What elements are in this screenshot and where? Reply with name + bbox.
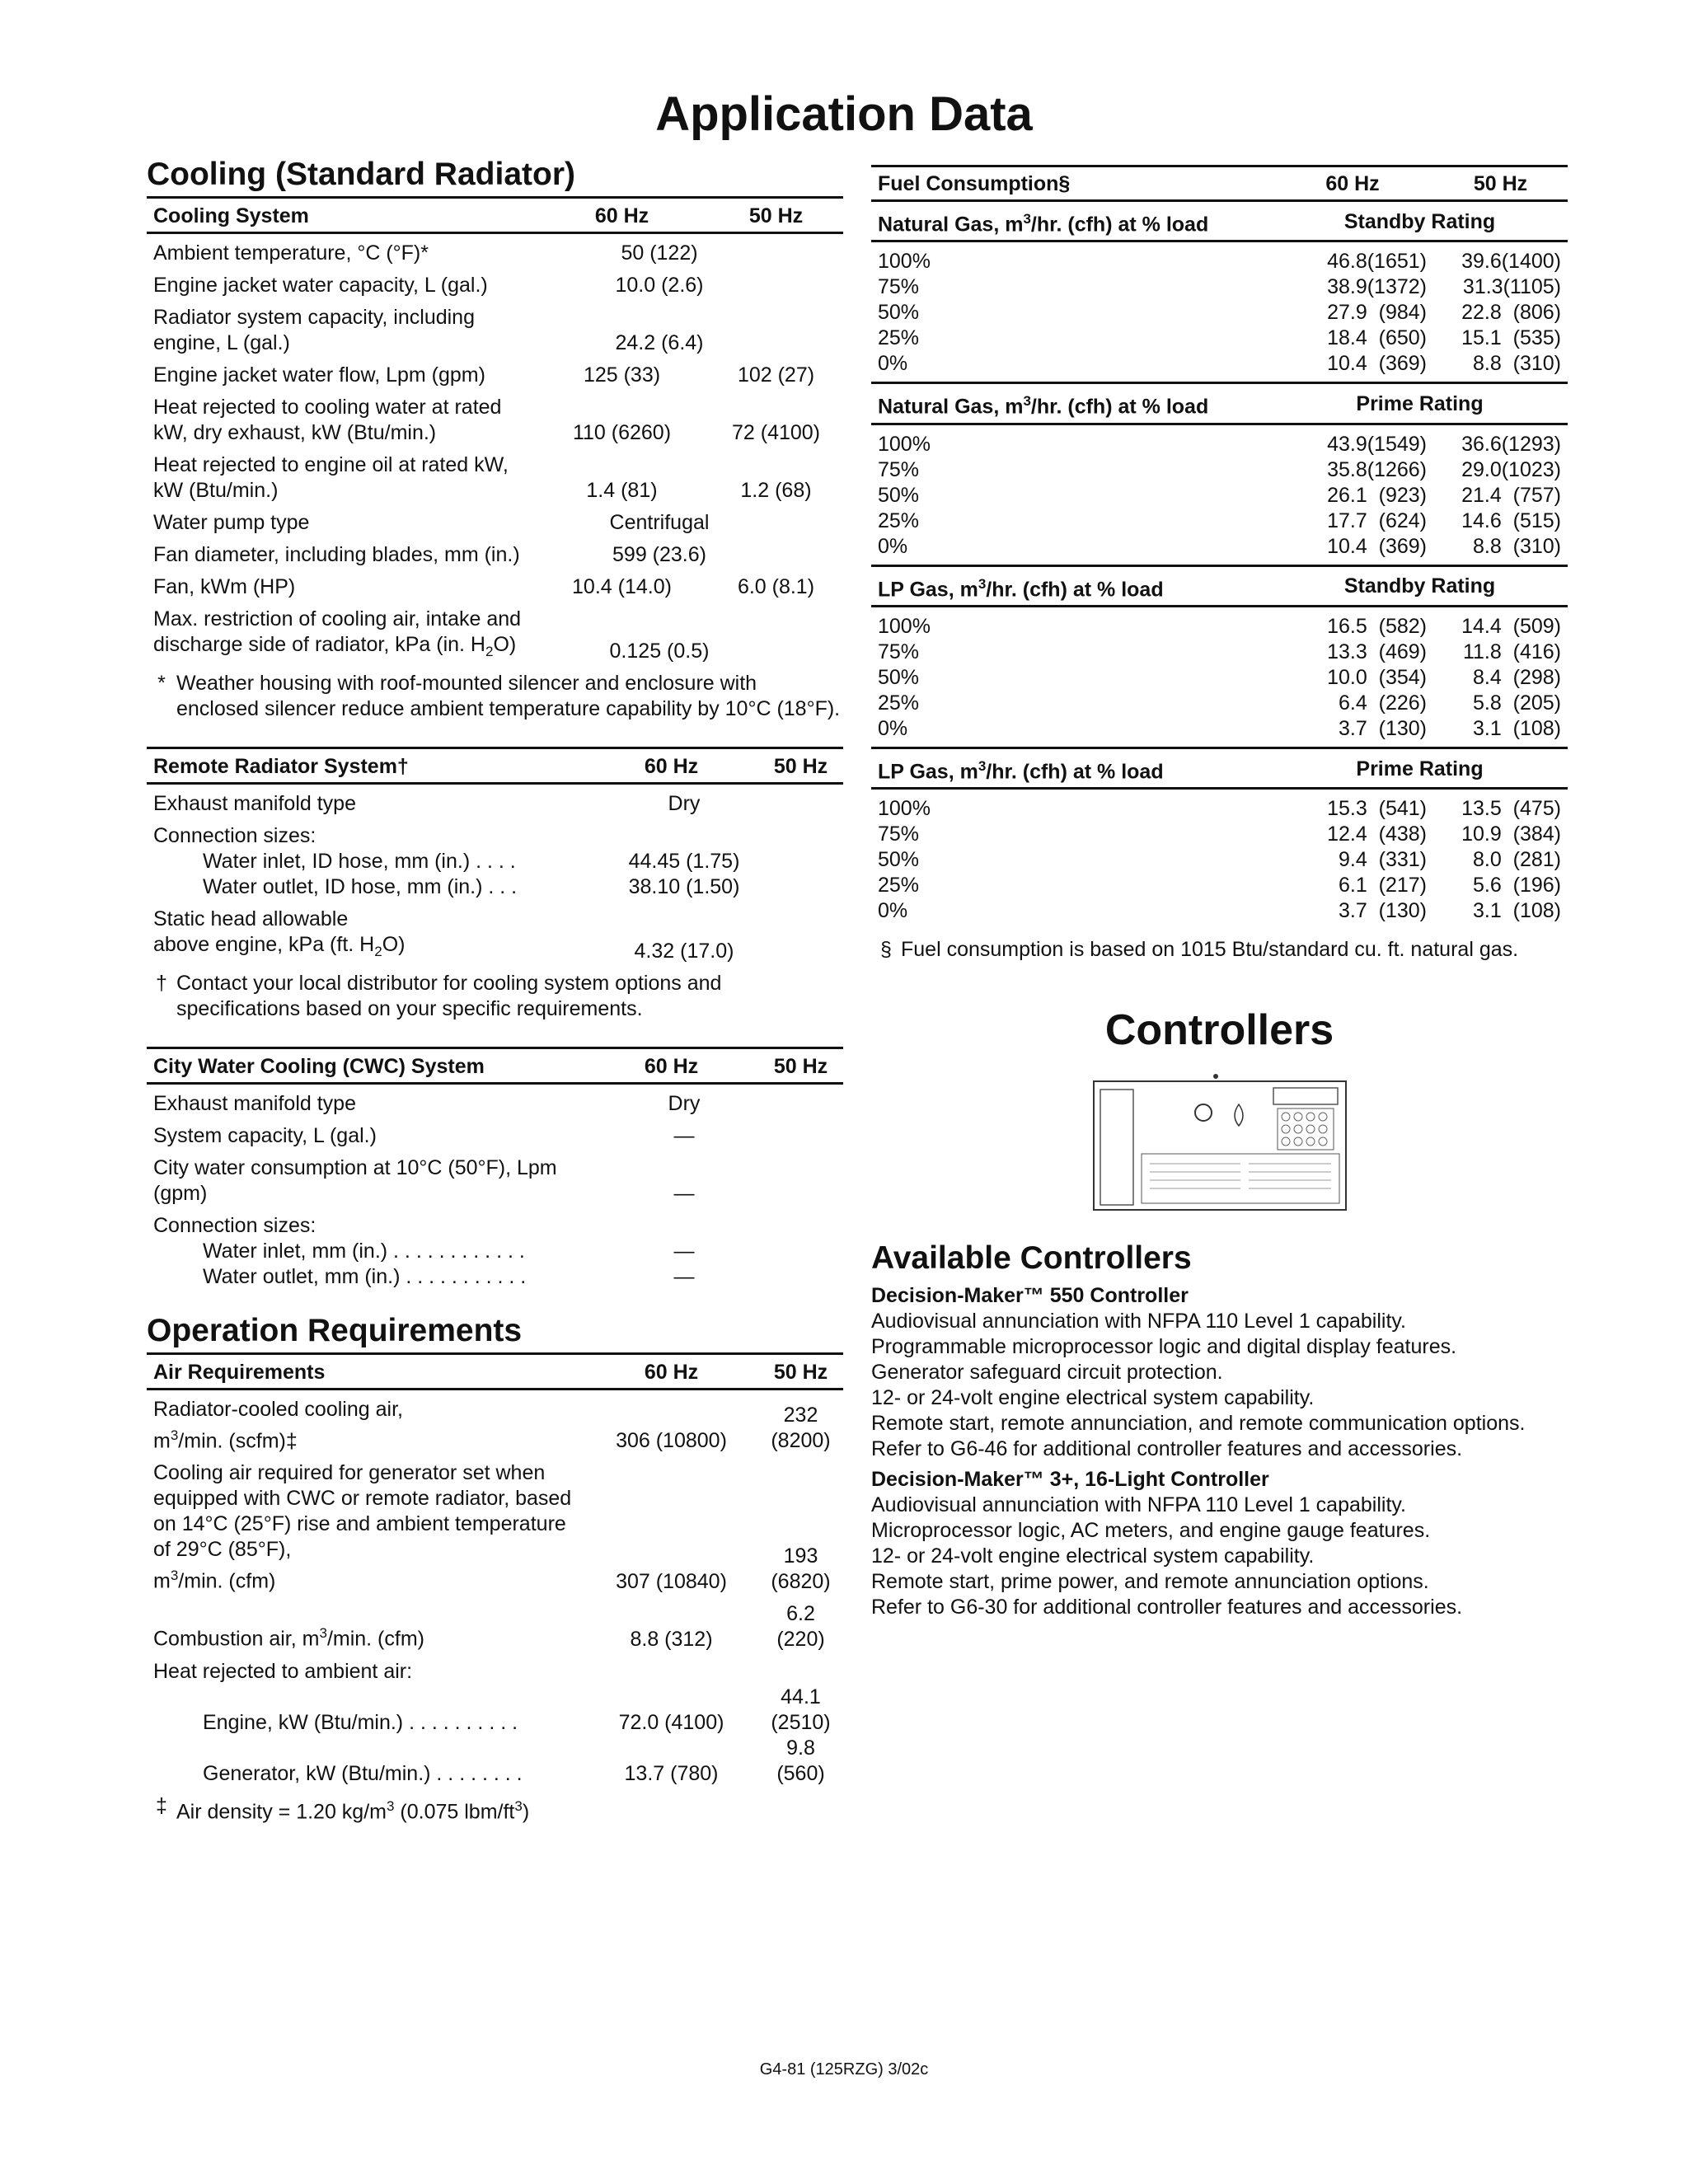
row-label: Max. restriction of cooling air, intake and discharge side of radiator, kPa (in. $H_2O$) <box>153 607 522 659</box>
fuel-group-rating: Standby Rating <box>1272 201 1568 241</box>
row-label: Engine, kW (Btu/min.) . . . . . . . . . . <box>203 1710 518 1734</box>
value-50hz: 39.6(1400) <box>1461 250 1561 274</box>
load-percent: 25% <box>878 874 920 898</box>
controller-feature: Audiovisual annunciation with NFPA 110 Level 1 capability. <box>871 1493 1406 1516</box>
row-value-60hz: 1.4 (81) <box>586 479 658 502</box>
load-percent: 0% <box>878 716 908 740</box>
value-50hz: 22.8 (806) <box>1461 301 1561 325</box>
load-percent: 75% <box>878 640 920 663</box>
table-row <box>871 424 1568 457</box>
remote-radiator-block <box>147 747 843 1022</box>
fuel-group-rating: Prime Rating <box>1272 748 1568 788</box>
row-value-50hz: 232 (8200) <box>771 1404 831 1453</box>
row-label: Engine jacket water capacity, L (gal.) <box>153 274 488 297</box>
footnote-mark: ‡ <box>156 1793 167 1817</box>
row-label: City water consumption at 10°C (50°F), Lpm (gpm) <box>153 1156 557 1205</box>
controller-list <box>871 1283 1568 1620</box>
air-footnote <box>147 1793 843 1825</box>
table-row <box>871 274 1568 300</box>
controller-name: Decision-Maker™ 3+, 16-Light Controller <box>871 1468 1269 1491</box>
value-60hz: 10.4 (369) <box>1327 534 1427 558</box>
table-row <box>871 789 1568 823</box>
value-50hz: 21.4 (757) <box>1461 483 1561 507</box>
row-label: Heat rejected to engine oil at rated kW, kW (Btu/min.) <box>153 453 509 502</box>
cooling-section-title: Cooling (Standard Radiator) <box>147 157 575 192</box>
load-percent: 75% <box>878 823 920 846</box>
header-cell: 50 Hz <box>758 1048 843 1084</box>
header-cell: Fuel Consumption§ <box>871 166 1272 201</box>
row-value-60hz: 110 (6260) <box>572 421 672 444</box>
header-cell: Remote Radiator System† <box>147 748 584 784</box>
footnote-text: Fuel consumption is based on 1015 Btu/standard cu. ft. natural gas. <box>901 938 1519 962</box>
value-60hz: 15.3 (541) <box>1327 797 1427 821</box>
row-value-50hz: 44.1 (2510) <box>771 1685 831 1734</box>
page-title: Application Data <box>655 87 1033 141</box>
row-label: Engine jacket water flow, Lpm (gpm) <box>153 363 485 387</box>
value-50hz: 14.6 (515) <box>1461 509 1561 532</box>
row-value: 24.2 (6.4) <box>615 331 704 354</box>
table-row <box>871 640 1568 665</box>
table-row <box>871 847 1568 873</box>
controller-feature: Remote start, prime power, and remote annunciation options. <box>871 1570 1429 1593</box>
table-header-row <box>147 1048 843 1084</box>
row-label: Connection sizes: <box>153 1214 316 1237</box>
row-label: Heat rejected to ambient air: <box>153 1659 413 1683</box>
table-row <box>147 1685 843 1736</box>
header-cell: 50 Hz <box>709 198 843 233</box>
table-row <box>871 326 1568 351</box>
value-60hz: 17.7 (624) <box>1327 509 1427 532</box>
table-row <box>147 1457 843 1597</box>
value-50hz: 8.4 (298) <box>1472 665 1561 689</box>
header-cell: 60 Hz <box>584 1048 758 1084</box>
value-50hz: 8.8 (310) <box>1472 352 1561 376</box>
table-row <box>147 1264 843 1293</box>
load-percent: 50% <box>878 301 920 325</box>
row-label: Radiator-cooled cooling air, $m^3/\min$. (scfm)‡ <box>153 1398 403 1453</box>
row-value: 50 (122) <box>621 241 698 265</box>
table-row <box>871 534 1568 566</box>
table-row <box>147 1239 843 1264</box>
value-60hz: 38.9(1372) <box>1327 275 1427 299</box>
controller-feature: 12- or 24-volt engine electrical system capability. <box>871 1544 1315 1568</box>
value-50hz: 14.4 (509) <box>1461 614 1561 638</box>
row-label: Exhaust manifold type <box>153 1092 356 1115</box>
value-50hz: 8.8 (310) <box>1472 534 1561 558</box>
row-label: Fan diameter, including blades, mm (in.) <box>153 543 520 566</box>
value-60hz: 10.4 (369) <box>1327 352 1427 376</box>
controller-feature: Refer to G6-46 for additional controller features and accessories. <box>871 1437 1463 1460</box>
row-label: Water pump type <box>153 511 310 534</box>
row-value-50hz: 6.0 (8.1) <box>737 575 815 598</box>
table-row <box>871 716 1568 748</box>
fuel-group-label: Natural Gas, $m^3/hr$. (cfh) at % load <box>871 383 1272 424</box>
controller-panel-image <box>1092 1071 1348 1212</box>
table-row <box>147 449 843 507</box>
controller-feature: Programmable microprocessor logic and digital display features. <box>871 1335 1457 1358</box>
load-percent: 25% <box>878 326 920 350</box>
table-row <box>147 1084 843 1121</box>
operation-section-title: Operation Requirements <box>147 1313 523 1348</box>
value-60hz: 13.3 (469) <box>1327 640 1427 663</box>
table-row <box>871 351 1568 383</box>
remote-radiator-table <box>147 747 843 968</box>
row-label: Generator, kW (Btu/min.) . . . . . . . . <box>203 1761 523 1785</box>
load-percent: 0% <box>878 534 908 558</box>
load-percent: 75% <box>878 275 920 299</box>
row-label: Radiator system capacity, including engine, L (gal.) <box>153 306 475 354</box>
controller-feature: 12- or 24-volt engine electrical system capability. <box>871 1386 1315 1409</box>
controller-name: Decision-Maker™ 550 Controller <box>871 1284 1189 1307</box>
table-header-row <box>871 166 1568 201</box>
header-cell: City Water Cooling (CWC) System <box>147 1048 584 1084</box>
row-value-60hz: 10.4 (14.0) <box>572 575 672 598</box>
cooling-footnote <box>147 671 843 722</box>
footnote-mark: § <box>880 938 892 962</box>
footnote-text: Weather housing with roof-mounted silencer and enclosure with enclosed silencer reduce ambient temperature capability by 10°C (18°F). <box>176 672 841 720</box>
value-60hz: 6.1 (217) <box>1338 874 1427 898</box>
header-cell: 60 Hz <box>584 748 758 784</box>
row-value: — <box>673 1265 695 1288</box>
table-row <box>871 873 1568 898</box>
value-60hz: 18.4 (650) <box>1327 326 1427 350</box>
table-row <box>147 1390 843 1458</box>
row-label: Combustion air, $m^3/\min$. (cfm) <box>153 1625 424 1651</box>
fuel-group-rating: Standby Rating <box>1272 565 1568 606</box>
row-value: 44.45 (1.75) <box>628 850 740 873</box>
table-row <box>871 691 1568 716</box>
table-row <box>147 1736 843 1790</box>
row-value-50hz: 102 (27) <box>737 363 815 387</box>
fuel-group-label: LP Gas, $m^3/hr$. (cfh) at % load <box>871 565 1272 606</box>
load-percent: 25% <box>878 691 920 715</box>
value-50hz: 8.0 (281) <box>1472 848 1561 872</box>
row-value-60hz: 307 (10840) <box>616 1569 727 1593</box>
value-50hz: 29.0(1023) <box>1461 457 1561 481</box>
cwc-block <box>147 1047 843 1293</box>
table-header-row <box>147 748 843 784</box>
row-value: 4.32 (17.0) <box>634 940 734 963</box>
row-value: Centrifugal <box>609 511 710 534</box>
row-value: 38.10 (1.50) <box>628 875 740 898</box>
fuel-table-body <box>871 201 1568 930</box>
fuel-group-header-row <box>871 565 1568 606</box>
table-row <box>871 898 1568 929</box>
table-row <box>147 874 843 903</box>
value-60hz: 35.8(1266) <box>1327 457 1427 481</box>
controller-feature: Microprocessor logic, AC meters, and engine gauge features. <box>871 1519 1431 1542</box>
value-60hz: 6.4 (226) <box>1338 691 1427 715</box>
left-column <box>147 157 843 1844</box>
table-row <box>871 300 1568 326</box>
row-value: — <box>673 1240 695 1263</box>
value-60hz: 26.1 (923) <box>1327 483 1427 507</box>
fuel-group-label: Natural Gas, $m^3/hr$. (cfh) at % load <box>871 201 1272 241</box>
load-percent: 0% <box>878 352 908 376</box>
row-label: Exhaust manifold type <box>153 792 356 815</box>
table-row <box>871 241 1568 275</box>
table-row <box>147 1598 843 1656</box>
row-value-60hz: 13.7 (780) <box>624 1761 719 1785</box>
row-label: Cooling air required for generator set when equipped with CWC or remote radiator, based on 14°C (25°F) rise and ambient temperature of 29°C (85°F), $m^3/\min$. (cfm) <box>153 1461 572 1593</box>
table-row <box>871 822 1568 847</box>
row-label: Heat rejected to cooling water at rated kW, dry exhaust, kW (Btu/min.) <box>153 396 502 444</box>
load-percent: 100% <box>878 250 931 274</box>
header-cell: 60 Hz <box>584 1354 758 1390</box>
controller-feature: Refer to G6-30 for additional controller features and accessories. <box>871 1596 1463 1619</box>
value-50hz: 5.6 (196) <box>1472 874 1561 898</box>
row-value-60hz: 72.0 (4100) <box>618 1710 724 1734</box>
air-requirements-table <box>147 1352 843 1790</box>
table-header-row <box>147 198 843 233</box>
table-row <box>147 391 843 449</box>
value-50hz: 11.8 (416) <box>1462 640 1561 663</box>
table-row <box>147 603 843 668</box>
controller-feature: Remote start, remote annunciation, and remote communication options. <box>871 1412 1526 1435</box>
table-row <box>147 539 843 571</box>
header-cell: 50 Hz <box>1433 166 1568 201</box>
table-row <box>147 507 843 539</box>
table-row <box>871 509 1568 534</box>
row-value-50hz: 193 (6820) <box>771 1544 831 1593</box>
fuel-group-label: LP Gas, $m^3/hr$. (cfh) at % load <box>871 748 1272 788</box>
header-cell: 50 Hz <box>758 1354 843 1390</box>
row-label: Fan, kWm (HP) <box>153 575 296 598</box>
value-50hz: 3.1 (108) <box>1472 899 1561 923</box>
value-60hz: 16.5 (582) <box>1327 614 1427 638</box>
value-50hz: 10.9 (384) <box>1461 823 1561 846</box>
footnote-mark: † <box>156 972 167 995</box>
fuel-group-header-row <box>871 748 1568 788</box>
value-60hz: 3.7 (130) <box>1338 716 1427 740</box>
page-footer: G4-81 (125RZG) 3/02c <box>759 2060 929 2079</box>
header-cell: 60 Hz <box>1272 166 1433 201</box>
row-value: — <box>673 1182 695 1205</box>
table-row <box>871 606 1568 640</box>
row-value-60hz: 125 (33) <box>583 363 661 387</box>
row-label: Water outlet, ID hose, mm (in.) . . . <box>203 875 518 898</box>
row-label: System capacity, L (gal.) <box>153 1124 377 1147</box>
available-controllers <box>871 1240 1568 1620</box>
footnote-mark: * <box>157 672 166 695</box>
table-row <box>871 457 1568 483</box>
fuel-group-header-row <box>871 383 1568 424</box>
row-value-50hz: 72 (4100) <box>731 421 821 444</box>
air-requirements-block <box>147 1352 843 1825</box>
fuel-group-header-row <box>871 201 1568 241</box>
header-cell: 60 Hz <box>535 198 709 233</box>
load-percent: 75% <box>878 457 920 481</box>
row-label: Connection sizes: <box>153 824 316 847</box>
row-value: Dry <box>668 1092 701 1115</box>
load-percent: 100% <box>878 797 931 821</box>
row-value: 599 (23.6) <box>612 543 706 566</box>
row-label: Ambient temperature, °C (°F)* <box>153 241 429 265</box>
row-value-50hz: 6.2 (220) <box>776 1601 825 1651</box>
load-percent: 50% <box>878 483 920 507</box>
load-percent: 100% <box>878 614 931 638</box>
remote-footnote <box>147 971 843 1022</box>
load-percent: 25% <box>878 509 920 532</box>
row-label: Static head allowable above engine, kPa (ft. $H_2O$) <box>153 907 406 959</box>
load-percent: 50% <box>878 848 920 872</box>
load-percent: 50% <box>878 665 920 689</box>
table-row <box>147 1120 843 1152</box>
value-50hz: 15.1 (535) <box>1461 326 1561 350</box>
table-row <box>871 665 1568 691</box>
fuel-group-rating: Prime Rating <box>1272 383 1568 424</box>
row-value: 0.125 (0.5) <box>609 640 710 663</box>
row-label: Water outlet, mm (in.) . . . . . . . . . . . <box>203 1265 527 1288</box>
table-row <box>147 359 843 391</box>
table-row <box>147 849 843 874</box>
header-cell: Cooling System <box>147 198 535 233</box>
table-header-row <box>147 1354 843 1390</box>
table-row <box>147 820 843 849</box>
fuel-consumption-table <box>871 165 1568 929</box>
value-60hz: 43.9(1549) <box>1327 432 1427 456</box>
cooling-system-block <box>147 196 843 722</box>
available-controllers-title: Available Controllers <box>871 1240 1192 1276</box>
table-row <box>147 1656 843 1685</box>
row-value-50hz: 1.2 (68) <box>740 479 812 502</box>
table-row <box>147 302 843 359</box>
row-label: Water inlet, ID hose, mm (in.) . . . . <box>203 850 516 873</box>
header-cell: 50 Hz <box>758 748 843 784</box>
cwc-table <box>147 1047 843 1293</box>
table-row <box>147 784 843 821</box>
value-50hz: 31.3(1105) <box>1462 275 1561 299</box>
value-50hz: 5.8 (205) <box>1472 691 1561 715</box>
table-row <box>147 571 843 603</box>
table-row <box>147 269 843 302</box>
row-value-60hz: 306 (10800) <box>616 1429 727 1453</box>
table-row <box>147 233 843 270</box>
row-value-60hz: 8.8 (312) <box>630 1627 713 1651</box>
value-60hz: 12.4 (438) <box>1327 823 1427 846</box>
table-row <box>871 483 1568 509</box>
fuel-footnote <box>871 937 1568 963</box>
controller-feature: Generator safeguard circuit protection. <box>871 1361 1223 1384</box>
cooling-system-table <box>147 196 843 668</box>
row-value-50hz: 9.8 (560) <box>776 1736 825 1785</box>
controllers-title: Controllers <box>1104 1006 1334 1054</box>
row-value: — <box>673 1124 695 1147</box>
load-percent: 100% <box>878 432 931 456</box>
row-value: 10.0 (2.6) <box>615 274 704 297</box>
table-row <box>147 1152 843 1210</box>
value-50hz: 13.5 (475) <box>1461 797 1561 821</box>
value-60hz: 10.0 (354) <box>1327 665 1427 689</box>
header-cell: Air Requirements <box>147 1354 584 1390</box>
value-60hz: 27.9 (984) <box>1327 301 1427 325</box>
footnote-text: Contact your local distributor for cooling system options and specifications based on your specific requirements. <box>176 972 722 1020</box>
table-row <box>147 1210 843 1239</box>
row-label: Water inlet, mm (in.) . . . . . . . . . . . . <box>203 1240 525 1263</box>
value-50hz: 36.6(1293) <box>1461 432 1561 456</box>
table-row <box>147 903 843 968</box>
row-value: Dry <box>668 792 701 815</box>
load-percent: 0% <box>878 899 908 923</box>
right-column <box>871 165 1568 963</box>
value-60hz: 46.8(1651) <box>1327 250 1427 274</box>
value-60hz: 9.4 (331) <box>1338 848 1427 872</box>
value-50hz: 3.1 (108) <box>1472 716 1561 740</box>
controller-feature: Audiovisual annunciation with NFPA 110 Level 1 capability. <box>871 1310 1406 1333</box>
value-60hz: 3.7 (130) <box>1338 899 1427 923</box>
footnote-text: Air density = 1.20 $kg/m^3$ (0.075 lbm/$ft^3$) <box>176 1797 530 1823</box>
